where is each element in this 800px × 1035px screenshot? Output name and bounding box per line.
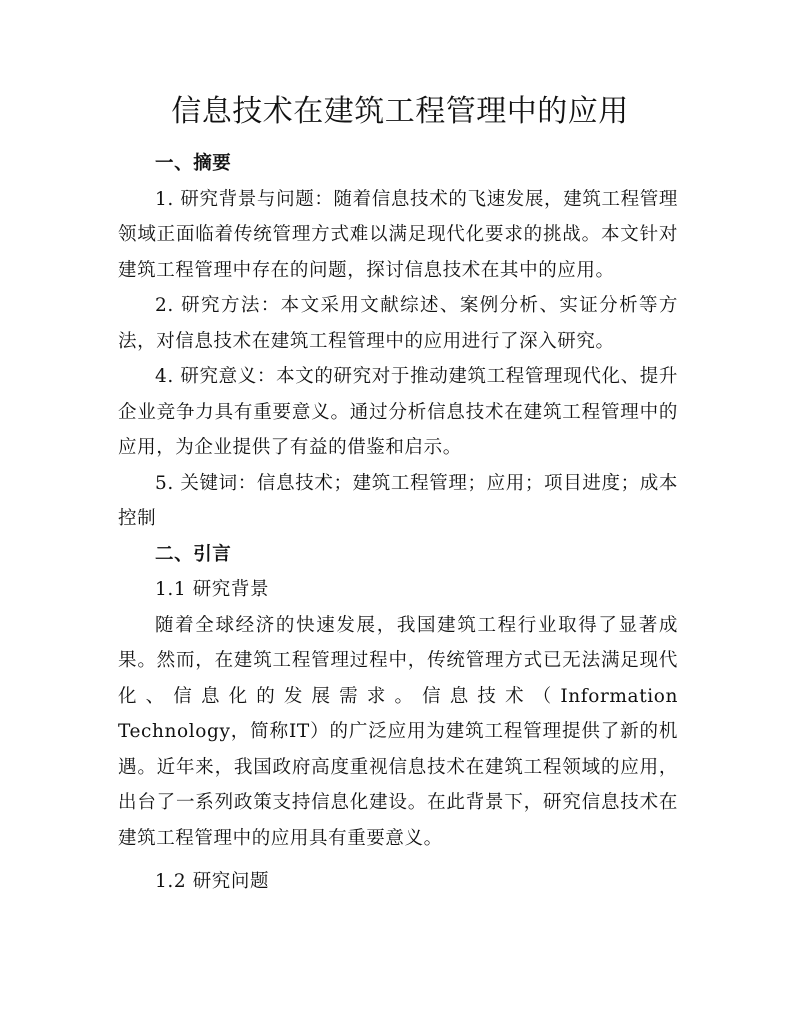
abstract-item: 1. 研究背景与问题：随着信息技术的飞速发展，建筑工程管理领域正面临着传统管理方式难以满足现代化要求的挑战。本文针对建筑工程管理中存在的问题，探讨信息技术在其中的应用。 [118, 188, 678, 281]
section-title: 1.1 研究背景 [155, 579, 270, 600]
abstract-item: 4. 研究意义：本文的研究对于推动建筑工程管理现代化、提升企业竞争力具有重要意义。通过分析信息技术在建筑工程管理中的应用，为企业提供了有益的借鉴和启示。 [118, 366, 678, 458]
section-paragraph: 随着全球经济的快速发展，我国建筑工程行业取得了显著成果。然而，在建筑工程管理过程中，传统管理方式已无法满足现代化、信息化的发展需求。信息技术（Information Technology，简称IT）的广泛应用为建筑工程管理提供了新的机遇。近年来，我国政府高度重视信息技术在建筑工程领域的应用，出台了一系列政策支持信息化建设。在此背景下，研究信息技术在建筑工程管理中的应用具有重要意义。 [118, 614, 678, 849]
abstract-item: 5. 关键词：信息技术；建筑工程管理；应用；项目进度；成本控制 [118, 472, 678, 529]
introduction-heading: 二、引言 [155, 543, 232, 565]
document-body [118, 146, 678, 900]
document-title: 信息技术在建筑工程管理中的应用 [171, 94, 629, 129]
section-title: 1.2 研究问题 [155, 871, 270, 892]
abstract-item: 2. 研究方法：本文采用文献综述、案例分析、实证分析等方法，对信息技术在建筑工程管理中的应用进行了深入研究。 [118, 295, 678, 352]
abstract-heading: 一、摘要 [155, 153, 232, 174]
